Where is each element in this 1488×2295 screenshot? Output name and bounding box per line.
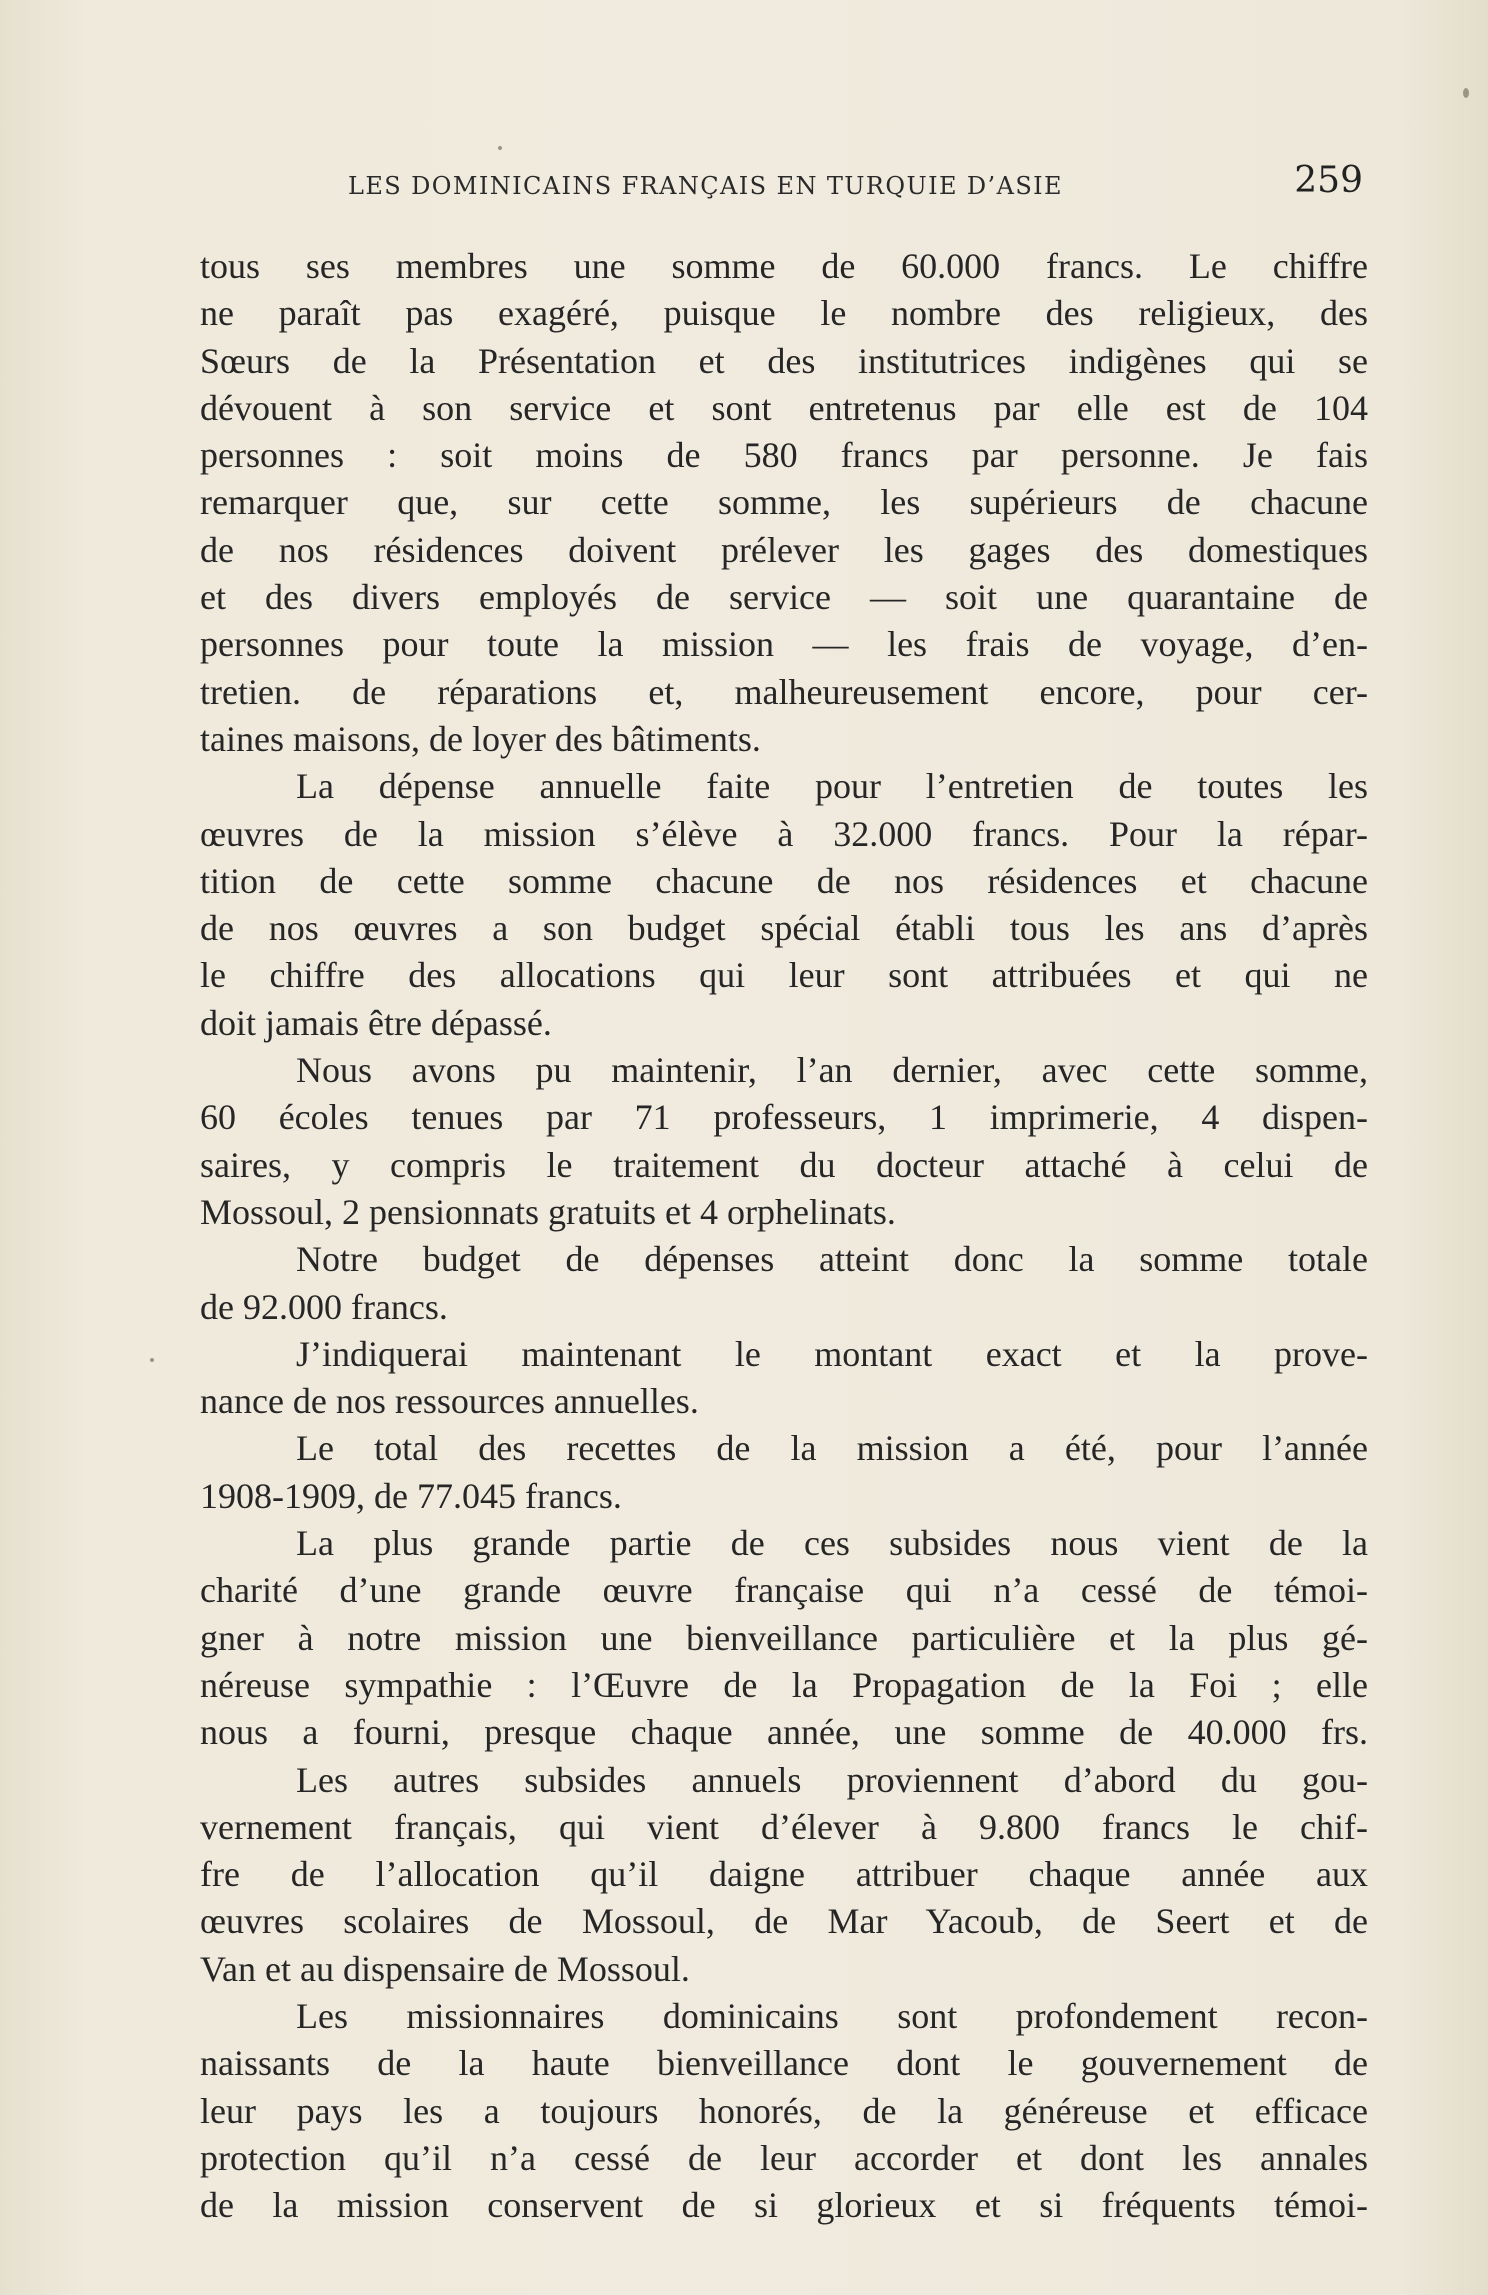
page-header: [348, 160, 1363, 210]
paper-speck: [150, 1358, 154, 1362]
text-line: de la mission conservent de si glorieux et si fréquents témoi-: [200, 2185, 1368, 2226]
text-line: La plus grande partie de ces subsides nous vient de la: [296, 1523, 1368, 1564]
text-line: J’indiquerai maintenant le montant exact et la prove-: [296, 1333, 1368, 1374]
text-line: protection qu’il n’a cessé de leur accorder et dont les annales: [200, 2137, 1368, 2178]
text-line: doit jamais être dépassé.: [200, 1002, 552, 1043]
text-line: Van et au dispensaire de Mossoul.: [200, 1948, 690, 1989]
text-line: 60 écoles tenues par 71 professeurs, 1 imprimerie, 4 dispen-: [200, 1097, 1368, 1138]
text-line: charité d’une grande œuvre française qui n’a cessé de témoi-: [200, 1570, 1368, 1611]
text-line: de nos œuvres a son budget spécial établi tous les ans d’après: [200, 908, 1368, 949]
text-line: nous a fourni, presque chaque année, une somme de 40.000 frs.: [200, 1712, 1368, 1753]
text-line: tition de cette somme chacune de nos résidences et chacune: [200, 860, 1368, 901]
text-line: de nos résidences doivent prélever les gages des domestiques: [200, 529, 1368, 570]
text-line: saires, y compris le traitement du docteur attaché à celui de: [200, 1144, 1368, 1185]
paper-speck: [1463, 88, 1469, 98]
text-line: gner à notre mission une bienveillance particulière et la plus gé-: [200, 1617, 1368, 1658]
text-line: naissants de la haute bienveillance dont le gouvernement de: [200, 2043, 1368, 2084]
text-line: œuvres scolaires de Mossoul, de Mar Yacoub, de Seert et de: [200, 1901, 1368, 1942]
text-line: personnes : soit moins de 580 francs par personne. Je fais: [200, 435, 1368, 476]
text-line: Nous avons pu maintenir, l’an dernier, avec cette somme,: [296, 1050, 1368, 1091]
running-title: LES DOMINICAINS FRANÇAIS EN TURQUIE D’ASIE: [348, 172, 1063, 200]
body-text: [200, 243, 1368, 2229]
text-line: Les missionnaires dominicains sont profondement recon-: [296, 1995, 1368, 2036]
text-line: nance de nos ressources annuelles.: [200, 1381, 699, 1422]
text-line: le chiffre des allocations qui leur sont attribuées et qui ne: [200, 955, 1368, 996]
text-line: Le total des recettes de la mission a été, pour l’année: [296, 1428, 1368, 1469]
text-line: dévouent à son service et sont entretenus par elle est de 104: [200, 387, 1368, 428]
text-line: 1908-1909, de 77.045 francs.: [200, 1475, 622, 1516]
text-line: Mossoul, 2 pensionnats gratuits et 4 orphelinats.: [200, 1191, 896, 1232]
text-line: Notre budget de dépenses atteint donc la somme totale: [296, 1239, 1368, 1280]
text-line: tretien. de réparations et, malheureusement encore, pour cer-: [200, 671, 1368, 712]
text-line: Les autres subsides annuels proviennent d’abord du gou-: [296, 1759, 1368, 1800]
text-line: œuvres de la mission s’élève à 32.000 francs. Pour la répar-: [200, 813, 1368, 854]
text-line: leur pays les a toujours honorés, de la généreuse et efficace: [200, 2090, 1368, 2131]
text-line: et des divers employés de service — soit une quarantaine de: [200, 577, 1368, 618]
text-line: remarquer que, sur cette somme, les supérieurs de chacune: [200, 482, 1368, 523]
text-line: personnes pour toute la mission — les frais de voyage, d’en-: [200, 624, 1368, 665]
page-number: 259: [1294, 160, 1363, 201]
text-line: Sœurs de la Présentation et des institutrices indigènes qui se: [200, 340, 1368, 381]
text-line: fre de l’allocation qu’il daigne attribuer chaque année aux: [200, 1854, 1368, 1895]
text-line: de 92.000 francs.: [200, 1286, 448, 1327]
text-line: vernement français, qui vient d’élever à 9.800 francs le chif-: [200, 1806, 1368, 1847]
text-line: néreuse sympathie : l’Œuvre de la Propagation de la Foi ; elle: [200, 1664, 1368, 1705]
text-line: tous ses membres une somme de 60.000 francs. Le chiffre: [200, 246, 1368, 286]
paper-speck: [498, 146, 502, 150]
text-line: ne paraît pas exagéré, puisque le nombre des religieux, des: [200, 293, 1368, 334]
text-line: taines maisons, de loyer des bâtiments.: [200, 718, 761, 759]
text-line: La dépense annuelle faite pour l’entretien de toutes les: [296, 766, 1368, 807]
